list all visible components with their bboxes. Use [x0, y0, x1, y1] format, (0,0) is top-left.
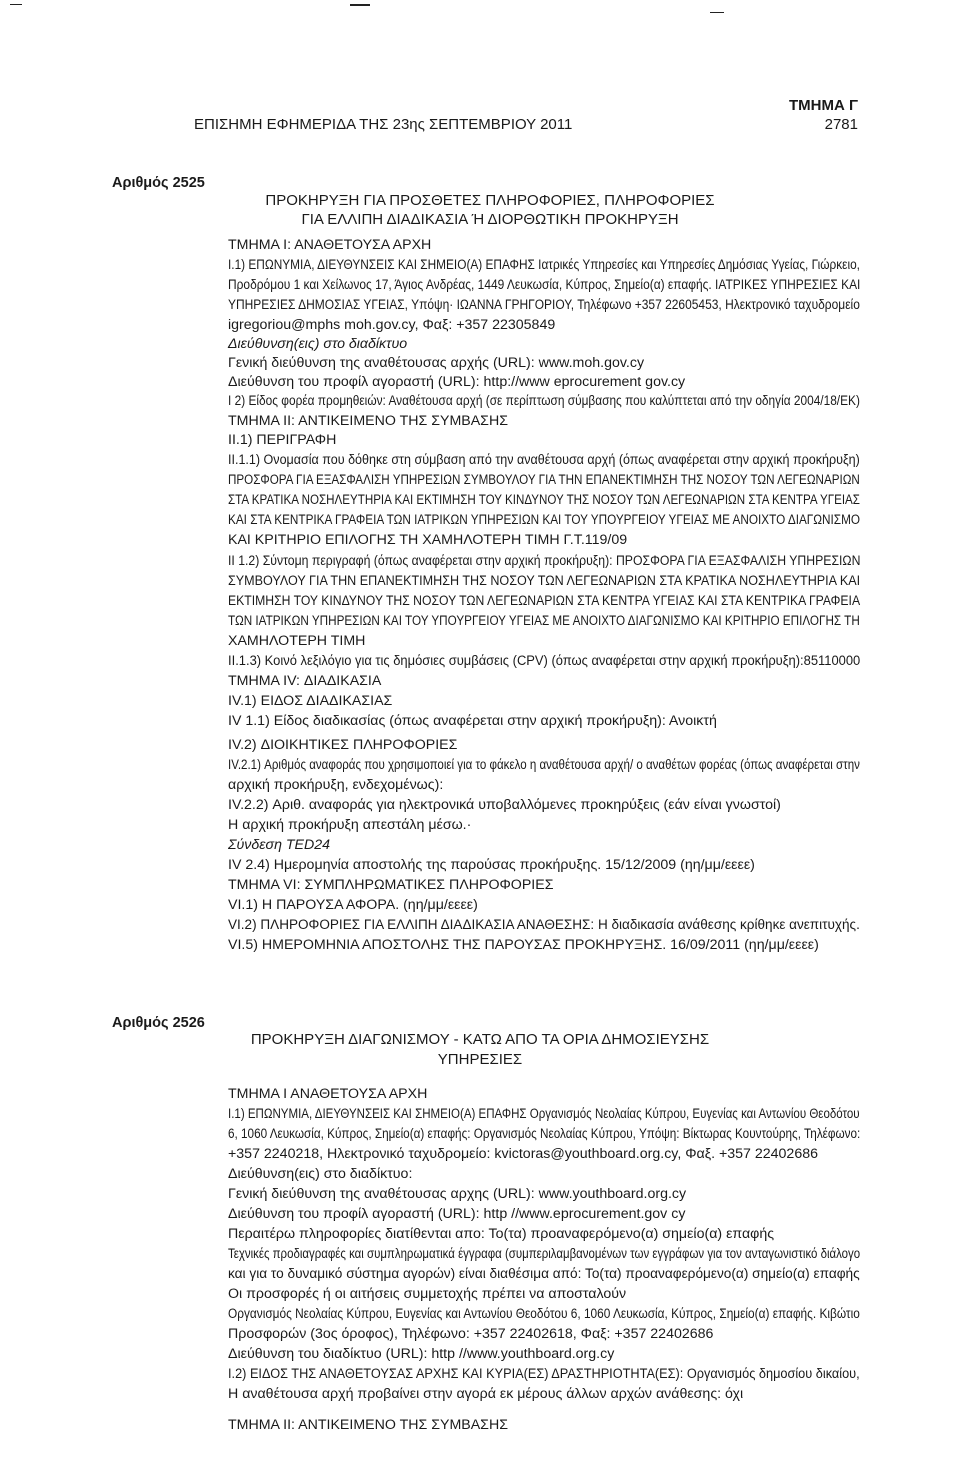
- body-line: ΠΡΟΣΦΟΡΑ ΓΙΑ ΕΞΑΣΦΑΛΙΣΗ ΥΠΗΡΕΣΙΩΝ ΣΥΜΒΟΥΛΟΥ ΓΙΑ ΤΗΝ ΕΠΑΝΕΚΤΙΜΗΣΗ ΤΗΣ ΝΟΣΟΥ ΤΩΝ ΛΕΓΕΩΝΑΡΙΩΝ: [228, 472, 860, 488]
- body-line: VΙ.5) ΗΜΕΡΟΜΗΝΙΑ ΑΠΟΣΤΟΛΗΣ ΤΗΣ ΠΑΡΟΥΣΑΣ ΠΡΟΚΗΡΥΞΗΣ. 16/09/2011 (ηη/μμ/εεεε): [228, 937, 819, 953]
- body-line: Ι.1) ΕΠΩΝΥΜΙΑ, ΔΙΕΥΘΥΝΣΕΙΣ ΚΑΙ ΣΗΜΕΙΟ(Α) ΕΠΑΦΗΣ Ιατρικές Υπηρεσίες και Υπηρεσίες Δημόσιας Υγείας, Γιώρκειο,: [228, 257, 860, 273]
- body-line: Γενική διεύθυνση της αναθέτουσας αρχής (URL): www.moh.gov.cy: [228, 355, 645, 371]
- body-line: ΙΙ.1.3) Κοινό λεξιλόγιο για τις δημόσιες συμβάσεις (CPV) (όπως αναφέρεται στην αρχική προκήρυξη):85110000: [228, 653, 861, 669]
- notice-number: Αριθμός 2526: [112, 1015, 205, 1031]
- body-line: VΙ.1) Η ΠΑΡΟΥΣΑ ΑΦΟΡΑ. (ηη/μμ/εεεε): [228, 897, 478, 913]
- body-line: igregoriou@mphs moh.gov.cy, Φαξ: +357 22305849: [228, 317, 556, 333]
- body-line: VΙ.2) ΠΛΗΡΟΦΟΡΙΕΣ ΓΙΑ ΕΛΛΙΠΗ ΔΙΑΔΙΚΑΣΙΑ ΑΝΑΘΕΣΗΣ: Η διαδικασία ανάθεσης κρίθηκε ανεπιτυχής.: [228, 917, 860, 933]
- body-line: ΙV.2.2) Αριθ. αναφοράς για ηλεκτρονικά υποβαλλόμενες προκηρύξεις (εάν είναι γνωστοί): [228, 797, 781, 813]
- body-line: ΚΑΙ ΣΤΑ ΚΕΝΤΡΙΚΑ ΓΡΑΦΕΙΑ ΤΩΝ ΙΑΤΡΙΚΩΝ ΥΠΗΡΕΣΙΩΝ ΚΑΙ ΤΟΥ ΥΠΟΥΡΓΕΙΟΥ ΥΓΕΙΑΣ ΜΕ ΑΝΟΙΧΤΟ ΔΙΑΓΩΝΙΣΜΟ: [228, 512, 861, 528]
- body-line: ΙΙ 1.2) Σύντομη περιγραφή (όπως αναφέρεται στην αρχική προκήρυξη): ΠΡΟΣΦΟΡΑ ΓΙΑ ΕΞΑΣΦΑΛΙΣΗ ΥΠΗΡΕΣΙΩΝ: [228, 553, 861, 569]
- body-line: +357 2240218, Ηλεκτρονικό ταχυδρομείο: kvictoras@youthboard.org.cy, Φαξ. +357 22402686: [228, 1146, 818, 1162]
- body-line: Ι 2) Είδος φορέα προμηθειών: Αναθέτουσα αρχή (σε περίπτωση σύμβασης που καλύπτεται από την οδηγία 2004/18/ΕΚ): [228, 393, 860, 409]
- body-line: ΤΜΗΜΑ Ι ΑΝΑΘΕΤΟΥΣΑ ΑΡΧΗ: [228, 1086, 428, 1102]
- body-line: ΥΠΗΡΕΣΙΕΣ ΔΗΜΟΣΙΑΣ ΥΓΕΙΑΣ, Υπόψη· ΙΩΑΝΝΑ ΓΡΗΓΟΡΙΟΥ, Τηλέφωνο +357 22605453, Ηλεκτρονικό ταχυδρομείο: [228, 297, 860, 313]
- page-number: 2781: [824, 116, 858, 133]
- body-line: Διεύθυνση(εις) στο διαδίκτυο: [228, 336, 408, 352]
- body-line: Διεύθυνση του προφίλ αγοραστή (URL): http //www.eprocurement.gov cy: [228, 1206, 686, 1222]
- body-line: Ι.2) ΕΙΔΟΣ ΤΗΣ ΑΝΑΘΕΤΟΥΣΑΣ ΑΡΧΗΣ ΚΑΙ ΚΥΡΙΑ(ΕΣ) ΔΡΑΣΤΗΡΙΟΤΗΤΑ(ΕΣ): Οργανισμός δημοσίου δικαίου,: [228, 1366, 860, 1382]
- scan-artifact: [710, 12, 724, 13]
- notice-title-line: ΥΠΗΡΕΣΙΕΣ: [437, 1051, 523, 1068]
- notice-title-line: ΓΙΑ ΕΛΛΙΠΗ ΔΙΑΔΙΚΑΣΙΑ Ή ΔΙΟΡΘΩΤΙΚΗ ΠΡΟΚΗΡΥΞΗ: [301, 211, 679, 228]
- body-line: ΤΩΝ ΙΑΤΡΙΚΩΝ ΥΠΗΡΕΣΙΩΝ ΚΑΙ ΤΟΥ ΥΠΟΥΡΓΕΙΟΥ ΥΓΕΙΑΣ ΜΕ ΑΝΟΙΧΤΟ ΔΙΑΓΩΝΙΣΜΟ ΚΑΙ ΚΡΙΤΗΡΙΟ ΕΠΙΛΟΓΗΣ ΤΗ: [228, 613, 860, 629]
- scan-artifact: [350, 4, 370, 6]
- body-line: ΕΚΤΙΜΗΣΗ ΤΟΥ ΚΙΝΔΥΝΟΥ ΤΗΣ ΝΟΣΟΥ ΤΩΝ ΛΕΓΕΩΝΑΡΙΩΝ ΣΤΑ ΚΕΝΤΡΑ ΥΓΕΙΑΣ ΚΑΙ ΣΤΑ ΚΕΝΤΡΙΚΑ ΓΡΑΦΕΙΑ: [228, 593, 861, 609]
- body-line: ΙV.2.1) Αριθμός αναφοράς που χρησιμοποιεί για το φάκελο η αναθέτουσα αρχή/ ο αναθέτων φορέας (όπως αναφέρεται στην: [228, 757, 860, 773]
- gazette-title: ΕΠΙΣΗΜΗ ΕΦΗΜΕΡΙΔΑ ΤΗΣ 23ης ΣΕΠΤΕΜΒΡΙΟΥ 2011: [194, 116, 573, 133]
- body-line: Οργανισμός Νεολαίας Κύπρου, Ευγενίας και Αντωνίου Θεοδότου 6, 1060 Λευκωσία, Κύπρος, Σημείο(α) επαφής. Κιβώτιο: [228, 1306, 860, 1322]
- body-line: Τεχνικές προδιαγραφές και συμπληρωματικά έγγραφα (συμπεριλαμβανομένων των εγγράφων για τον ανταγωνιστικό διάλογο: [228, 1246, 861, 1262]
- body-line: ΙV 2.4) Ημερομηνία αποστολής της παρούσας προκήρυξης. 15/12/2009 (ηη/μμ/εεεε): [228, 857, 755, 873]
- body-line: ΙV.1) ΕΙΔΟΣ ΔΙΑΔΙΚΑΣΙΑΣ: [228, 693, 393, 709]
- body-line: ΣΤΑ ΚΡΑΤΙΚΑ ΝΟΣΗΛΕΥΤΗΡΙΑ ΚΑΙ ΕΚΤΙΜΗΣΗ ΤΟΥ ΚΙΝΔΥΝΟΥ ΤΗΣ ΝΟΣΟΥ ΤΩΝ ΛΕΓΕΩΝΑΡΙΩΝ ΣΤΑ ΚΕΝΤΡΑ ΥΓΕΙΑΣ: [228, 492, 860, 508]
- body-line: ΤΜΗΜΑ ΙΙ: ΑΝΤΙΚΕΙΜΕΝΟ ΤΗΣ ΣΥΜΒΑΣΗΣ: [228, 1417, 508, 1433]
- body-line: ΤΜΗΜΑ ΙΙ: ΑΝΤΙΚΕΙΜΕΝΟ ΤΗΣ ΣΥΜΒΑΣΗΣ: [228, 413, 508, 429]
- body-line: Οι προσφορές ή οι αιτήσεις συμμετοχής πρέπει να αποσταλούν: [228, 1286, 627, 1302]
- body-line: Η αρχική προκήρυξη απεστάλη μέσω.·: [228, 817, 472, 833]
- body-line: ΧΑΜΗΛΟΤΕΡΗ ΤΙΜΗ: [228, 633, 366, 649]
- notice-number: Αριθμός 2525: [112, 175, 205, 191]
- section-tag: ΤΜΗΜΑ Γ: [788, 97, 858, 114]
- body-line: ΤΜΗΜΑ VΙ: ΣΥΜΠΛΗΡΩΜΑΤΙΚΕΣ ΠΛΗΡΟΦΟΡΙΕΣ: [228, 877, 554, 893]
- body-line: Προσφορών (3ος όροφος), Τηλέφωνο: +357 22402618, Φαξ: +357 22402686: [228, 1326, 714, 1342]
- body-line: Περαιτέρω πληροφορίες διατίθενται απο: Το(τα) προαναφερόμενο(α) σημείο(α) επαφής: [228, 1226, 775, 1242]
- body-line: Διεύθυνση του διαδίκτυο (URL): http //www.youthboard.org.cy: [228, 1346, 615, 1362]
- body-line: Προδρόμου 1 και Χείλωνος 17, Άγιος Ανδρέας, 1449 Λευκωσία, Κύπρος, Σημείο(α) επαφής. ΙΑΤΡΙΚΕΣ ΥΠΗΡΕΣΙΕΣ ΚΑΙ: [228, 277, 861, 293]
- body-line: Η αναθέτουσα αρχή προβαίνει στην αγορά εκ μέρους άλλων αρχών ανάθεσης: όχι: [228, 1386, 744, 1402]
- body-line: Διεύθυνση(εις) στο διαδίκτυο:: [228, 1166, 413, 1182]
- body-line: αρχική προκήρυξη, ενδεχομένως):: [228, 777, 444, 793]
- body-line: Ι.1) ΕΠΩΝΥΜΙΑ, ΔΙΕΥΘΥΝΣΕΙΣ ΚΑΙ ΣΗΜΕΙΟ(Α) ΕΠΑΦΗΣ Οργανισμός Νεολαίας Κύπρου, Ευγενίας και Αντωνίου Θεοδότου: [228, 1106, 860, 1122]
- body-line: ΙΙ.1) ΠΕΡΙΓΡΑΦΗ: [228, 432, 337, 448]
- body-line: Διεύθυνση του προφίλ αγοραστή (URL): http://www eprocurement gov.cy: [228, 374, 686, 390]
- scan-artifact: [10, 4, 22, 5]
- body-line: ΤΜΗΜΑ ΙV: ΔΙΑΔΙΚΑΣΙΑ: [228, 673, 382, 689]
- body-line: ΣΥΜΒΟΥΛΟΥ ΓΙΑ ΤΗΝ ΕΠΑΝΕΚΤΙΜΗΣΗ ΤΗΣ ΝΟΣΟΥ ΤΩΝ ΛΕΓΕΩΝΑΡΙΩΝ ΣΤΑ ΚΡΑΤΙΚΑ ΝΟΣΗΛΕΥΤΗΡΙΑ ΚΑΙ: [228, 573, 861, 589]
- body-line: 6, 1060 Λευκωσία, Κύπρος, Σημείο(α) επαφής: Οργανισμός Νεολαίας Κύπρου, Υπόψη: Βίκτωρας Κουντούρης, Τηλέφωνο:: [228, 1126, 861, 1142]
- notice-title-line: ΠΡΟΚΗΡΥΞΗ ΓΙΑ ΠΡΟΣΘΕΤΕΣ ΠΛΗΡΟΦΟΡΙΕΣ, ΠΛΗΡΟΦΟΡΙΕΣ: [265, 192, 715, 209]
- notice-title-line: ΠΡΟΚΗΡΥΞΗ ΔΙΑΓΩΝΙΣΜΟΥ - ΚΑΤΩ ΑΠΟ ΤΑ ΟΡΙΑ ΔΗΜΟΣΙΕΥΣΗΣ: [250, 1031, 710, 1048]
- body-line: Γενική διεύθυνση της αναθέτουσας αρχης (URL): www.youthboard.org.cy: [228, 1186, 687, 1202]
- body-line: ΚΑΙ ΚΡΙΤΗΡΙΟ ΕΠΙΛΟΓΗΣ ΤΗ ΧΑΜΗΛΟΤΕΡΗ ΤΙΜΗ Γ.Τ.119/09: [228, 532, 628, 548]
- body-line: ΤΜΗΜΑ Ι: ΑΝΑΘΕΤΟΥΣΑ ΑΡΧΗ: [228, 237, 432, 253]
- body-line: ΙV.2) ΔΙΟΙΚΗΤΙΚΕΣ ΠΛΗΡΟΦΟΡΙΕΣ: [228, 737, 458, 753]
- body-line: ΙΙ.1.1) Ονομασία που δόθηκε στη σύμβαση από την αναθέτουσα αρχή (όπως αναφέρεται στην αρχική προκήρυξη): [228, 452, 860, 468]
- body-line: και για το δυναμικό σύστημα αγορών) είναι διαθέσιμα από: Το(τα) προαναφερόμενο(α) σημείο(α) επαφής: [228, 1266, 860, 1282]
- body-line: ΙV 1.1) Είδος διαδικασίας (όπως αναφέρεται στην αρχική προκήρυξη): Ανοικτή: [228, 713, 717, 729]
- body-line: Σύνδεση TED24: [228, 837, 331, 853]
